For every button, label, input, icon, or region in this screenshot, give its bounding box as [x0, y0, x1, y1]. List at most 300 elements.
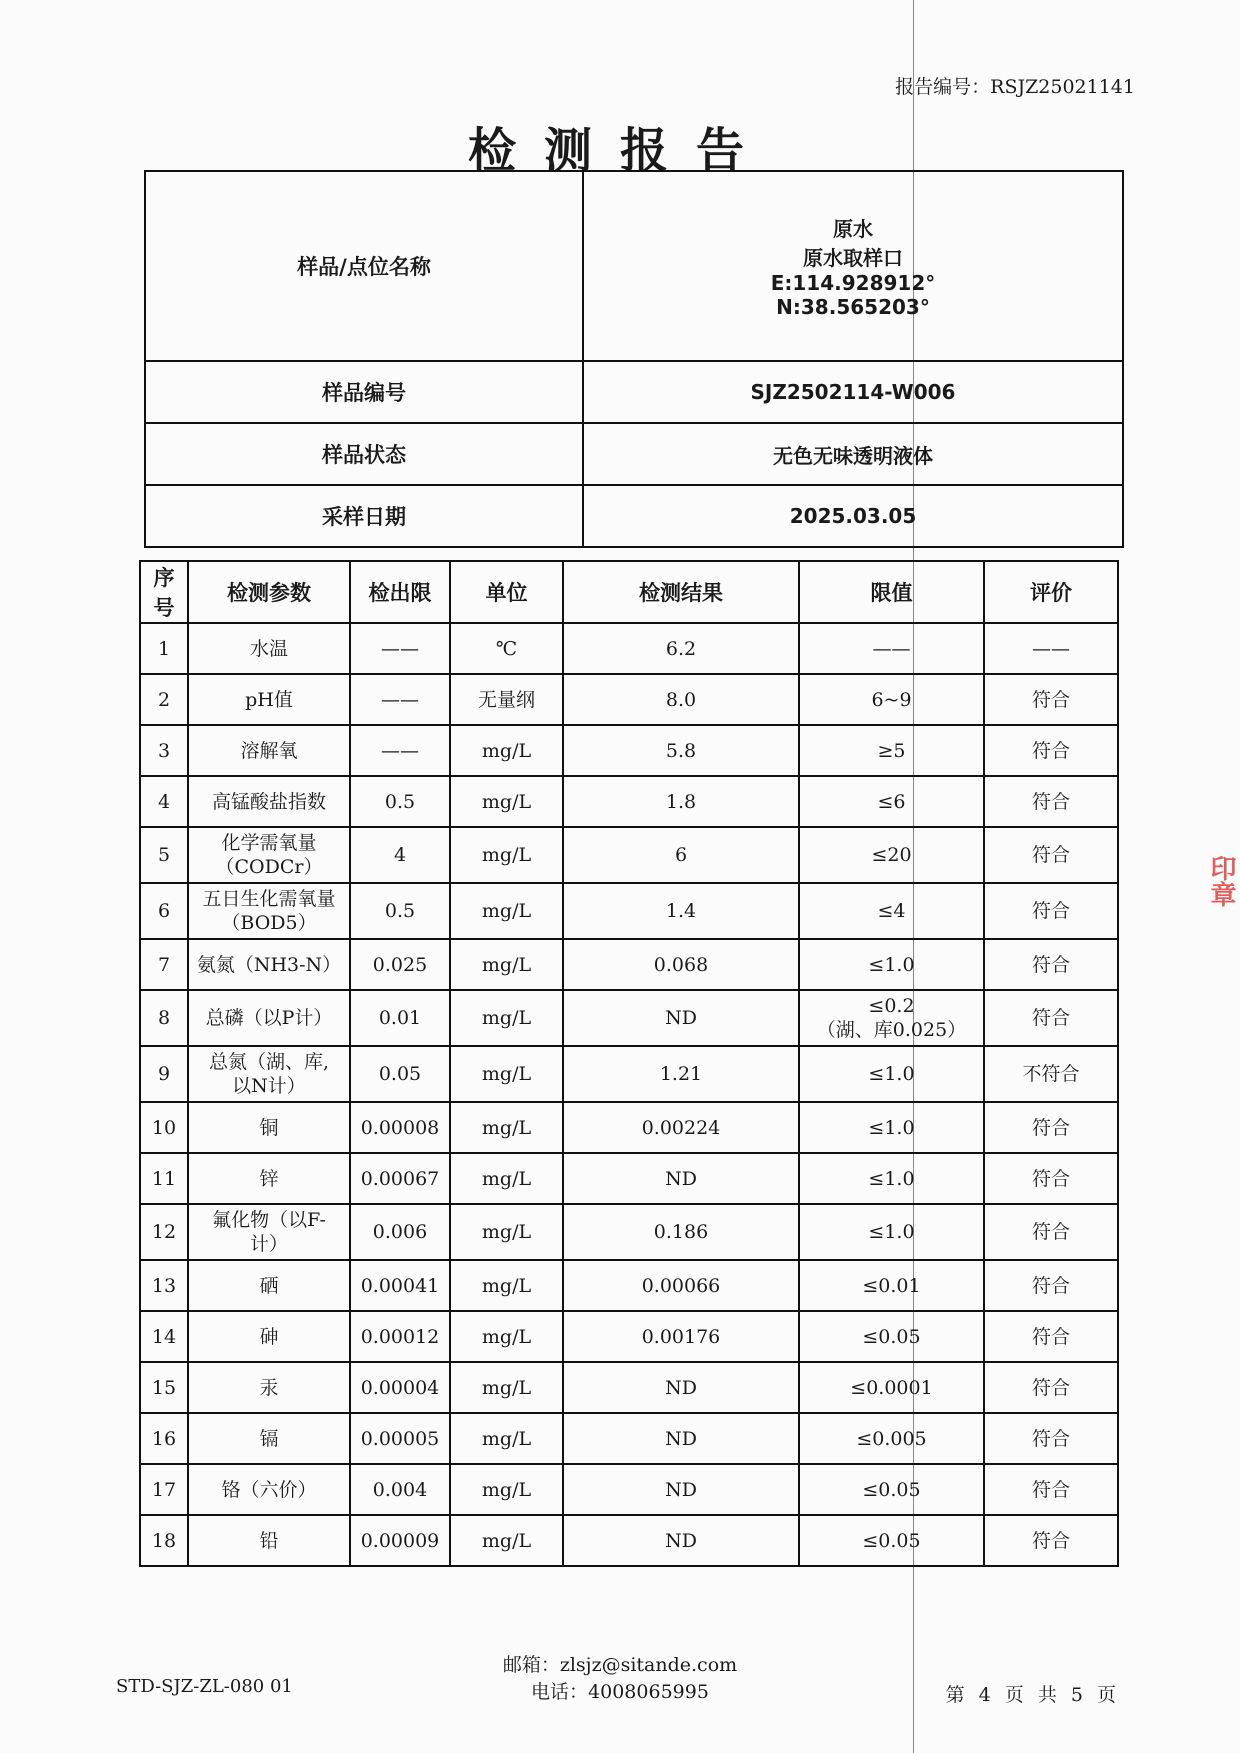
cell-text: 砷: [259, 1325, 279, 1348]
cell-text: mg/L: [481, 1167, 532, 1190]
cell-param: [188, 883, 350, 939]
sample-info-value-line: 2025.03.05: [789, 504, 917, 528]
cell-no: [140, 1413, 188, 1464]
cell-text: ≤1.0: [868, 1116, 915, 1139]
cell-limit: [799, 883, 984, 939]
cell-unit: [450, 1464, 563, 1515]
cell-text: 0.5: [384, 900, 416, 922]
cell-text: 氟化物（以F-: [212, 1209, 326, 1231]
cell-text: 0.00004: [360, 1376, 440, 1399]
cell-text-second-line: （CODCr）: [215, 856, 323, 878]
sample-info-value-line: N:38.565203°: [776, 295, 930, 319]
cell-text: 符合: [1031, 1167, 1070, 1190]
cell-no: [140, 990, 188, 1046]
cell-text: mg/L: [481, 739, 532, 762]
cell-text: mg/L: [481, 1427, 532, 1450]
cell-limit: [799, 939, 984, 990]
cell-param: [188, 939, 350, 990]
cell-text-second-line: 计）: [249, 1233, 288, 1255]
cell-text: ND: [665, 1007, 697, 1029]
cell-no: [140, 1046, 188, 1102]
sample-info-row: [145, 485, 1123, 547]
table-row: [140, 1464, 1118, 1515]
column-header: 检测结果: [563, 561, 799, 623]
cell-text: 0.00224: [641, 1116, 721, 1139]
cell-text: ND: [665, 1529, 697, 1552]
cell-unit: [450, 1046, 563, 1102]
cell-result: [563, 623, 799, 674]
table-row: [140, 623, 1118, 674]
cell-result: [563, 674, 799, 725]
cell-limit: [799, 623, 984, 674]
cell-text: ≤6: [877, 790, 906, 813]
cell-text: 符合: [1031, 1116, 1070, 1139]
page-number: 第 4 页 共 5 页: [945, 1684, 1120, 1706]
cell-no: [140, 674, 188, 725]
cell-text-second-line: （BOD5）: [221, 912, 317, 934]
cell-text: 4: [157, 790, 171, 813]
cell-text: 0.00005: [360, 1427, 440, 1450]
cell-text: 1.21: [659, 1063, 703, 1085]
cell-unit: [450, 883, 563, 939]
cell-text: ≤1.0: [868, 1221, 915, 1243]
cell-text: ≤1.0: [868, 1167, 915, 1190]
cell-text: 0.00012: [360, 1325, 440, 1348]
cell-no: [140, 1102, 188, 1153]
table-row: [140, 827, 1118, 883]
cell-unit: [450, 1102, 563, 1153]
cell-text: ≤0.005: [856, 1427, 927, 1450]
cell-eval: [984, 1102, 1118, 1153]
cell-text: 铜: [259, 1116, 279, 1139]
cell-eval: [984, 776, 1118, 827]
cell-text: 符合: [1031, 790, 1070, 813]
sample-info-label: 样品编号: [145, 361, 583, 423]
cell-text: 铬（六价）: [221, 1478, 317, 1501]
cell-eval: [984, 1204, 1118, 1260]
cell-text: 6~9: [871, 688, 912, 711]
table-row: [140, 1102, 1118, 1153]
cell-text: 汞: [259, 1376, 279, 1399]
cell-text: mg/L: [481, 1529, 532, 1552]
cell-result: [563, 990, 799, 1046]
cell-no: [140, 1311, 188, 1362]
sample-info-row: [145, 171, 1123, 361]
cell-text: 总磷（以P计）: [205, 1007, 333, 1029]
red-seal-stamp: 印章: [1206, 855, 1236, 907]
cell-text: ≤1.0: [868, 1063, 915, 1085]
cell-limit: [799, 1102, 984, 1153]
sample-info-value-line: 无色无味透明液体: [773, 443, 933, 468]
cell-text: ≤0.05: [862, 1529, 921, 1552]
cell-no: [140, 1362, 188, 1413]
cell-limit-det: [350, 623, 450, 674]
cell-param: [188, 1260, 350, 1311]
cell-text: 水温: [249, 637, 288, 660]
cell-text-second-line: 以N计）: [232, 1075, 306, 1097]
table-row: [140, 1260, 1118, 1311]
cell-limit-det: [350, 939, 450, 990]
cell-text: 总氮（湖、库,: [208, 1051, 330, 1073]
cell-no: [140, 883, 188, 939]
cell-limit: [799, 674, 984, 725]
cell-text: 符合: [1031, 688, 1070, 711]
cell-text: ND: [665, 1478, 697, 1501]
cell-text: ≤0.05: [862, 1325, 921, 1348]
table-row: [140, 1515, 1118, 1566]
cell-unit: [450, 1260, 563, 1311]
cell-param: [188, 725, 350, 776]
cell-limit: [799, 1260, 984, 1311]
cell-result: [563, 883, 799, 939]
cell-result: [563, 1311, 799, 1362]
cell-text: mg/L: [481, 1007, 532, 1029]
cell-param: [188, 1046, 350, 1102]
table-row: [140, 1204, 1118, 1260]
cell-result: [563, 1046, 799, 1102]
sample-info-value-line: 原水: [833, 217, 873, 241]
cell-text: 18: [151, 1529, 177, 1552]
table-row: [140, 1362, 1118, 1413]
cell-text: 7: [157, 953, 171, 976]
cell-eval: [984, 1260, 1118, 1311]
cell-eval: [984, 883, 1118, 939]
cell-limit-det: [350, 1515, 450, 1566]
cell-no: [140, 827, 188, 883]
cell-eval: [984, 1046, 1118, 1102]
cell-limit: [799, 1046, 984, 1102]
cell-text: 0.05: [378, 1063, 422, 1085]
cell-text: 1: [157, 637, 171, 660]
cell-param: [188, 1413, 350, 1464]
cell-limit-det: [350, 1204, 450, 1260]
column-header: 单位: [450, 561, 563, 623]
cell-eval: [984, 674, 1118, 725]
cell-text: ≤0.2: [868, 995, 915, 1017]
cell-unit: [450, 827, 563, 883]
table-row: [140, 1153, 1118, 1204]
sample-info-value-line: SJZ2502114-W006: [750, 380, 956, 404]
cell-text: 符合: [1031, 844, 1070, 866]
cell-limit: [799, 1515, 984, 1566]
table-row: [140, 990, 1118, 1046]
cell-text: 锌: [259, 1167, 279, 1190]
cell-text: 符合: [1031, 1529, 1070, 1552]
cell-text: 0.068: [653, 953, 709, 976]
cell-eval: [984, 990, 1118, 1046]
cell-text: ND: [665, 1427, 697, 1450]
cell-unit: [450, 674, 563, 725]
cell-text: mg/L: [481, 1221, 532, 1243]
table-row: [140, 1311, 1118, 1362]
cell-limit-det: [350, 725, 450, 776]
cell-text: 镉: [259, 1427, 279, 1450]
cell-text: 符合: [1031, 739, 1070, 762]
cell-limit-det: [350, 990, 450, 1046]
cell-eval: [984, 939, 1118, 990]
cell-param: [188, 1362, 350, 1413]
cell-limit-det: [350, 1311, 450, 1362]
cell-text: 0.006: [372, 1221, 428, 1243]
cell-text: 17: [151, 1478, 177, 1501]
cell-limit-det: [350, 1046, 450, 1102]
cell-text: 1.4: [665, 900, 697, 922]
column-header: 序号: [140, 561, 188, 623]
cell-text: 硒: [259, 1274, 279, 1297]
phone-text: 电话：4008065995: [531, 1681, 709, 1703]
cell-text: 化学需氧量: [221, 832, 317, 854]
cell-limit-det: [350, 776, 450, 827]
cell-result: [563, 939, 799, 990]
cell-text-second-line: （湖、库0.025）: [816, 1019, 967, 1041]
cell-text: 0.00041: [360, 1274, 440, 1297]
cell-text: ——: [381, 637, 419, 660]
cell-text: 无量纲: [477, 688, 535, 711]
sample-info-value: [583, 171, 1123, 361]
cell-text: 5.8: [665, 739, 697, 762]
cell-text: ≤0.05: [862, 1478, 921, 1501]
doc-code: STD-SJZ-ZL-080 01: [116, 1676, 293, 1697]
cell-text: 4: [393, 844, 407, 866]
cell-limit-det: [350, 674, 450, 725]
cell-result: [563, 1102, 799, 1153]
cell-text: mg/L: [481, 1116, 532, 1139]
cell-limit: [799, 725, 984, 776]
cell-limit-det: [350, 827, 450, 883]
column-header: 检出限: [350, 561, 450, 623]
cell-text: 符合: [1031, 1478, 1070, 1501]
cell-result: [563, 1153, 799, 1204]
cell-text: pH值: [245, 688, 293, 711]
table-row: [140, 1413, 1118, 1464]
cell-text: ≤0.01: [862, 1274, 921, 1297]
cell-param: [188, 1153, 350, 1204]
cell-limit-det: [350, 1153, 450, 1204]
cell-unit: [450, 623, 563, 674]
cell-text: 符合: [1031, 1376, 1070, 1399]
table-header-row: [140, 561, 1118, 623]
cell-text: 五日生化需氧量: [202, 888, 336, 910]
cell-eval: [984, 1153, 1118, 1204]
cell-text: ——: [872, 637, 911, 660]
test-results-table: [139, 560, 1119, 1567]
report-number: 报告编号：RSJZ25021141: [895, 76, 1135, 98]
page-title: 检测报告: [467, 123, 772, 179]
cell-text: 5: [157, 844, 171, 866]
cell-text: 0.00008: [360, 1116, 440, 1139]
cell-text: 0.00067: [360, 1167, 440, 1190]
cell-no: [140, 776, 188, 827]
cell-text: 铅: [259, 1529, 279, 1552]
cell-limit: [799, 1362, 984, 1413]
table-row: [140, 1046, 1118, 1102]
cell-limit-det: [350, 1464, 450, 1515]
cell-text: mg/L: [481, 1274, 532, 1297]
cell-text: 3: [157, 739, 171, 762]
sample-info-row: [145, 423, 1123, 485]
cell-text: ≤20: [871, 844, 912, 866]
cell-text: 8.0: [665, 688, 697, 711]
cell-text: 6: [674, 844, 688, 866]
cell-text: ——: [381, 688, 419, 711]
cell-result: [563, 1464, 799, 1515]
cell-result: [563, 1362, 799, 1413]
table-row: [140, 725, 1118, 776]
cell-unit: [450, 1515, 563, 1566]
cell-text: mg/L: [481, 790, 532, 813]
cell-unit: [450, 939, 563, 990]
cell-text: mg/L: [481, 1063, 532, 1085]
cell-text: ≥5: [877, 739, 906, 762]
cell-text: 0.00066: [641, 1274, 721, 1297]
cell-no: [140, 1204, 188, 1260]
cell-limit: [799, 1204, 984, 1260]
column-header: 检测参数: [188, 561, 350, 623]
cell-result: [563, 1413, 799, 1464]
cell-eval: [984, 1464, 1118, 1515]
cell-limit-det: [350, 883, 450, 939]
cell-unit: [450, 1204, 563, 1260]
cell-param: [188, 1102, 350, 1153]
sample-info-label: 样品状态: [145, 423, 583, 485]
cell-text: 符合: [1031, 1427, 1070, 1450]
cell-text: mg/L: [481, 953, 532, 976]
cell-unit: [450, 1153, 563, 1204]
cell-text: ND: [665, 1376, 697, 1399]
cell-result: [563, 776, 799, 827]
cell-eval: [984, 1311, 1118, 1362]
cell-text: 0.00009: [360, 1529, 440, 1552]
cell-text: 符合: [1031, 1221, 1070, 1243]
cell-text: 0.00176: [641, 1325, 721, 1348]
cell-text: 符合: [1031, 953, 1070, 976]
cell-limit-det: [350, 1260, 450, 1311]
cell-limit: [799, 1464, 984, 1515]
cell-eval: [984, 1515, 1118, 1566]
cell-param: [188, 1464, 350, 1515]
cell-text: 0.01: [378, 1007, 422, 1029]
cell-text: 10: [151, 1116, 177, 1139]
cell-limit: [799, 1153, 984, 1204]
cell-text: ——: [1032, 637, 1070, 660]
cell-no: [140, 1153, 188, 1204]
sample-info-value: [583, 485, 1123, 547]
cell-param: [188, 776, 350, 827]
cell-result: [563, 1515, 799, 1566]
cell-unit: [450, 990, 563, 1046]
cell-text: 符合: [1031, 900, 1070, 922]
cell-unit: [450, 776, 563, 827]
cell-eval: [984, 827, 1118, 883]
cell-limit: [799, 776, 984, 827]
cell-text: 11: [151, 1167, 177, 1190]
sample-info-value: [583, 423, 1123, 485]
cell-param: [188, 674, 350, 725]
cell-result: [563, 1260, 799, 1311]
cell-text: 高锰酸盐指数: [211, 790, 326, 813]
cell-limit-det: [350, 1362, 450, 1413]
column-header: 评价: [984, 561, 1118, 623]
cell-text: ≤1.0: [868, 953, 915, 976]
cell-text: 14: [151, 1325, 177, 1348]
cell-text: 2: [157, 688, 171, 711]
cell-text: mg/L: [481, 1325, 532, 1348]
sample-info-label: 采样日期: [145, 485, 583, 547]
cell-text: 1.8: [665, 790, 697, 813]
sample-info-value-line: 原水取样口: [803, 246, 903, 270]
email-text: 邮箱：zlsjz@sitande.com: [502, 1654, 738, 1676]
cell-text: 15: [151, 1376, 177, 1399]
cell-limit: [799, 1413, 984, 1464]
cell-unit: [450, 1362, 563, 1413]
cell-text: ≤0.0001: [850, 1376, 933, 1399]
cell-text: mg/L: [481, 1376, 532, 1399]
table-row: [140, 939, 1118, 990]
cell-text: 符合: [1031, 1007, 1070, 1029]
cell-param: [188, 1311, 350, 1362]
cell-no: [140, 939, 188, 990]
cell-text: 0.004: [372, 1478, 428, 1501]
sample-info-value-line: E:114.928912°: [770, 271, 936, 295]
cell-eval: [984, 1362, 1118, 1413]
cell-no: [140, 623, 188, 674]
cell-text: 不符合: [1022, 1063, 1080, 1085]
cell-result: [563, 827, 799, 883]
cell-result: [563, 725, 799, 776]
cell-text: mg/L: [481, 1478, 532, 1501]
sample-info-table: [144, 170, 1124, 548]
cell-limit-det: [350, 1102, 450, 1153]
cell-param: [188, 990, 350, 1046]
column-header: 限值: [799, 561, 984, 623]
cell-unit: [450, 725, 563, 776]
cell-text: 16: [151, 1427, 177, 1450]
cell-limit: [799, 990, 984, 1046]
cell-text: 符合: [1031, 1274, 1070, 1297]
cell-result: [563, 1204, 799, 1260]
cell-text: 氨氮（NH3-N）: [196, 953, 342, 976]
cell-eval: [984, 725, 1118, 776]
cell-text: 0.186: [653, 1221, 709, 1243]
cell-text: 6.2: [665, 637, 697, 660]
cell-text: mg/L: [481, 900, 532, 922]
cell-limit: [799, 827, 984, 883]
cell-param: [188, 623, 350, 674]
cell-unit: [450, 1413, 563, 1464]
cell-param: [188, 1515, 350, 1566]
cell-text: mg/L: [481, 844, 532, 866]
sample-info-value: [583, 361, 1123, 423]
cell-no: [140, 725, 188, 776]
cell-param: [188, 827, 350, 883]
cell-no: [140, 1464, 188, 1515]
cell-text: 8: [157, 1007, 171, 1029]
cell-limit-det: [350, 1413, 450, 1464]
cell-no: [140, 1515, 188, 1566]
table-row: [140, 674, 1118, 725]
cell-text: 溶解氧: [240, 739, 298, 762]
cell-text: 0.5: [384, 790, 416, 813]
cell-text: 6: [157, 900, 171, 922]
cell-text: ≤4: [877, 900, 906, 922]
cell-text: 12: [151, 1221, 177, 1243]
cell-text: ——: [381, 739, 419, 762]
cell-eval: [984, 1413, 1118, 1464]
sample-info-label: 样品/点位名称: [145, 171, 583, 361]
table-row: [140, 776, 1118, 827]
cell-text: 13: [151, 1274, 177, 1297]
cell-unit: [450, 1311, 563, 1362]
